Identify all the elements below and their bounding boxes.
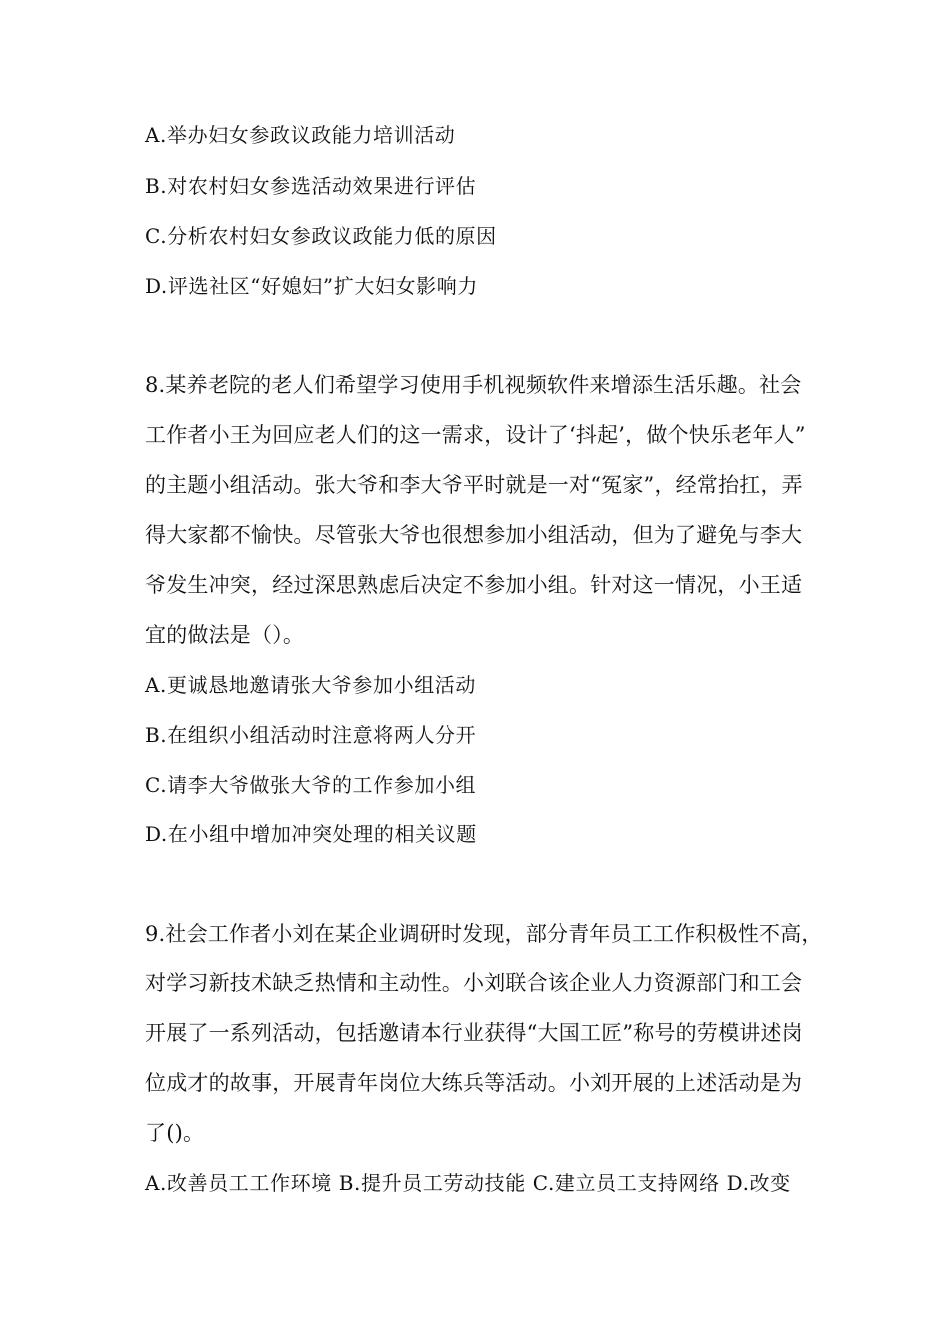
q9-stem-line-2: 对学习新技术缺乏热情和主动性。小刘联合该企业人力资源部门和工会 <box>145 971 803 995</box>
q8-stem-line-2: 工作者小王为回应老人们的这一需求，设计了‘抖起’，做个快乐老年人” <box>145 423 806 447</box>
q8-stem-line-5: 爷发生冲突，经过深思熟虑后决定不参加小组。针对这一情况，小王适 <box>145 573 803 597</box>
q9-stem-line-3: 开展了一系列活动，包括邀请本行业获得“大国工匠”称号的劳模讲述岗 <box>145 1021 803 1045</box>
q9-stem-line-5: 了()。 <box>145 1121 205 1145</box>
q7-option-d: D.评选社区“好媳妇”扩大妇女影响力 <box>145 274 478 298</box>
q8-stem-line-6: 宜的做法是（）。 <box>145 623 305 647</box>
q8-stem-line-1: 8.某养老院的老人们希望学习使用手机视频软件来增添生活乐趣。社会 <box>145 373 802 397</box>
q8-option-a: A.更诚恳地邀请张大爷参加小组活动 <box>145 673 477 697</box>
q8-option-d: D.在小组中增加冲突处理的相关议题 <box>145 822 477 846</box>
q9-stem-line-1: 9.社会工作者小刘在某企业调研时发现，部分青年员工工作积极性不高， <box>145 922 823 946</box>
q7-option-b: B.对农村妇女参选活动效果进行评估 <box>145 174 477 198</box>
q9-options-line: A.改善员工工作环境 B.提升员工劳动技能 C.建立员工支持网络 D.改变 <box>145 1171 791 1195</box>
q8-stem-line-4: 得大家都不愉快。尽管张大爷也很想参加小组活动，但为了避免与李大 <box>145 523 803 547</box>
q9-stem-line-4: 位成才的故事，开展青年岗位大练兵等活动。小刘开展的上述活动是为 <box>145 1071 803 1095</box>
q8-stem-line-3: 的主题小组活动。张大爷和李大爷平时就是一对“冤家”，经常抬扛，弄 <box>145 473 803 497</box>
q8-option-b: B.在组织小组活动时注意将两人分开 <box>145 723 477 747</box>
q7-option-a: A.举办妇女参政议政能力培训活动 <box>145 123 456 147</box>
q7-option-c: C.分析农村妇女参政议政能力低的原因 <box>145 224 497 248</box>
q8-option-c: C.请李大爷做张大爷的工作参加小组 <box>145 773 477 797</box>
